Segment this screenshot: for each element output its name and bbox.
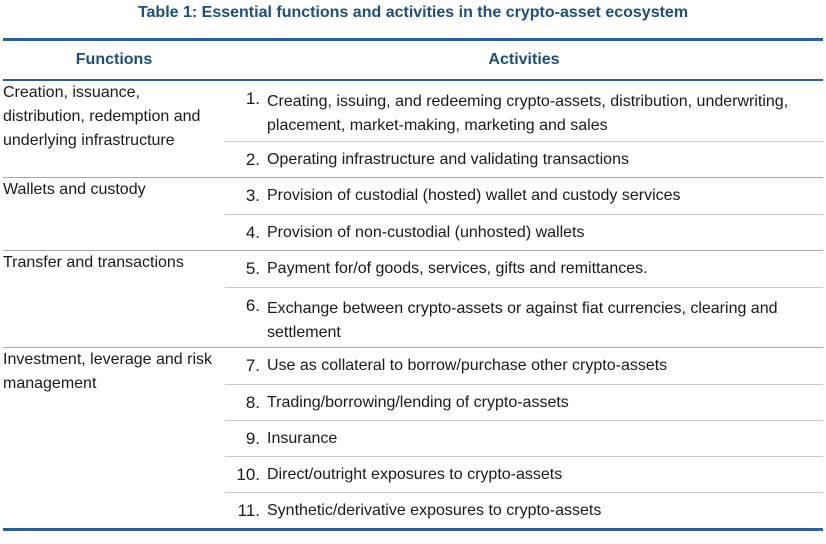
activity-text: Trading/borrowing/lending of crypto-assets <box>267 393 569 411</box>
activity-number: 8. <box>245 392 260 412</box>
activity-item <box>225 287 823 347</box>
table-title: Table 1: Essential functions and activities in the crypto-asset ecosystem <box>137 4 689 21</box>
activity-item <box>225 178 823 214</box>
activity-text: Provision of non-custodial (unhosted) wallets <box>267 223 585 241</box>
function-cell: Wallets and custody <box>3 178 225 251</box>
activities-cell <box>225 251 823 348</box>
table-row <box>3 348 823 530</box>
activity-number: 1. <box>245 89 260 108</box>
activity-number: 6. <box>245 296 260 315</box>
function-cell: Investment, leverage and risk management <box>3 348 225 530</box>
activity-text: Provision of custodial (hosted) wallet and custody services <box>267 187 681 204</box>
activity-item <box>225 214 823 250</box>
table-row <box>3 178 823 251</box>
header-row <box>3 40 823 81</box>
activity-number: 7. <box>245 356 260 375</box>
activity-number: 3. <box>245 186 260 205</box>
activity-number: 11. <box>237 500 260 520</box>
function-cell: Transfer and transactions <box>3 251 225 348</box>
table-row <box>3 80 823 178</box>
functions-activities-table <box>3 38 823 531</box>
function-cell: Creation, issuance, distribution, redemption and underlying infrastructure <box>3 80 225 178</box>
activity-item <box>225 141 823 177</box>
activity-number: 2. <box>245 149 260 169</box>
activities-cell <box>225 178 823 251</box>
activity-item <box>225 456 823 492</box>
activity-item <box>225 251 823 287</box>
activity-number: 4. <box>245 222 260 242</box>
activity-text: Operating infrastructure and validating transactions <box>267 150 629 168</box>
activities-cell <box>225 80 823 178</box>
activity-text: Creating, issuing, and redeeming crypto-assets, distribution, underwriting, placement, market-making, marketing and sales <box>267 93 789 134</box>
activity-item <box>225 384 823 420</box>
activity-number: 5. <box>245 259 260 278</box>
activity-text: Direct/outright exposures to crypto-assets <box>267 465 563 483</box>
header-activities: Activities <box>225 40 823 81</box>
activity-text: Synthetic/derivative exposures to crypto-assets <box>267 501 602 519</box>
activity-text: Payment for/of goods, services, gifts and remittances. <box>267 260 648 277</box>
activity-item <box>225 492 823 528</box>
activity-number: 9. <box>245 428 260 448</box>
table-row <box>3 251 823 348</box>
activity-text: Use as collateral to borrow/purchase other crypto-assets <box>267 357 668 374</box>
activity-text: Insurance <box>267 429 338 447</box>
activity-text: Exchange between crypto-assets or against fiat currencies, clearing and settlement <box>267 299 778 341</box>
activity-number: 10. <box>236 464 260 484</box>
activity-item <box>225 81 823 141</box>
activity-item <box>225 420 823 456</box>
header-functions: Functions <box>3 40 225 81</box>
activities-cell <box>225 348 823 530</box>
activity-item <box>225 348 823 384</box>
